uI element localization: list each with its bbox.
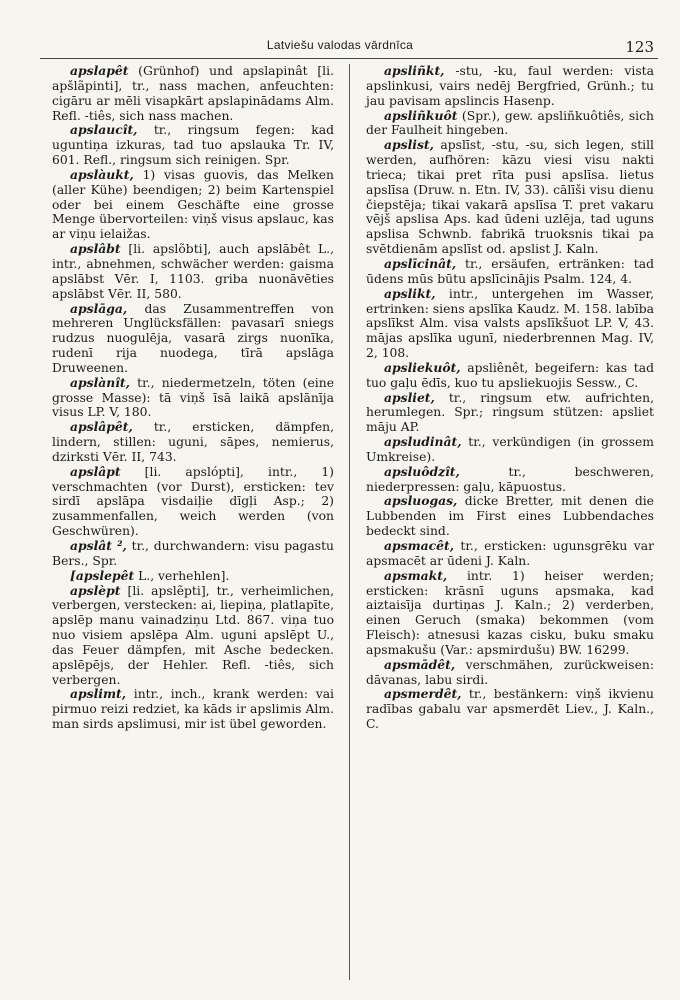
entry-text: dicke Bretter, mit denen die Lubbenden im First eines Lubbendaches bedeckt sind. bbox=[366, 494, 654, 539]
entry-headword: apsliekuôt, bbox=[384, 359, 461, 375]
dictionary-entry bbox=[366, 257, 654, 287]
entry-text: tr., ersticken, dämpfen, lindern, stillen: uguni, sāpes, nemierus, dzirksti Vēr. II, 743. bbox=[52, 420, 334, 464]
dictionary-entry bbox=[366, 287, 654, 361]
entry-headword: apslaucît, bbox=[70, 122, 138, 138]
entry-headword: apsliñkt, bbox=[384, 63, 445, 78]
entry-headword: apsmakt, bbox=[384, 567, 448, 583]
entry-headword: apsluogas, bbox=[384, 493, 458, 509]
dictionary-entry bbox=[52, 123, 334, 168]
dictionary-entry bbox=[366, 494, 654, 539]
dictionary-entry bbox=[52, 465, 334, 539]
page-header bbox=[0, 0, 680, 60]
entry-text: 1) visas guovis, das Melken (aller Kühe) beendigen; 2) beim Kartenspiel oder bei einem Geschäfte eine grosse Menge übervorteilen: viņš visus apslauc, kas ar viņu ielaižas. bbox=[52, 167, 334, 242]
dictionary-entry bbox=[52, 420, 334, 465]
entry-headword: apslâbt bbox=[70, 241, 121, 257]
dictionary-entry bbox=[366, 391, 654, 436]
entry-text: tr., ersäufen, ertränken: tad ūdens mūs būtu apslīcinājis Psalm. 124, 4. bbox=[366, 256, 654, 286]
dictionary-entry bbox=[52, 584, 334, 688]
entry-headword: apslīcinât, bbox=[384, 255, 457, 271]
entry-headword: apsmerdêt, bbox=[384, 686, 462, 702]
page-number: 123 bbox=[625, 38, 654, 56]
entry-text: tr., niedermetzeln, töten (eine grosse Masse): tā viņš īsā laikā apslānīja visus LP. V, 180. bbox=[52, 375, 334, 420]
entry-text: -stu, -ku, faul werden: vista apslinkusi, vairs nedēj Bergfried, Grünh.; tu jau pavisam apslincis Hasenp. bbox=[366, 64, 654, 108]
entry-headword: apslapêt bbox=[70, 63, 129, 78]
dictionary-entry bbox=[52, 242, 334, 301]
entry-text: [li. apslõbti], auch apslābêt L., intr., abnehmen, schwächer werden: gaisma apslābst Vēr. I, 1103. griba nuonāvēties apslābst Vēr. II, 580. bbox=[52, 242, 334, 301]
dictionary-entry bbox=[52, 376, 334, 421]
dictionary-entry bbox=[52, 569, 334, 584]
dictionary-entry bbox=[366, 435, 654, 465]
entry-text: tr., ringsum etw. aufrichten, herumlegen. Spr.; ringsum stützen: apsliet māju AP. bbox=[366, 390, 654, 435]
entry-text: tr., ersticken: ugunsgrēku var apsmacēt ar ūdeni J. Kaln. bbox=[366, 539, 654, 568]
entry-headword: apslāga, bbox=[70, 300, 128, 316]
entry-headword: apslànît, bbox=[70, 374, 130, 390]
entry-headword: apslàukt, bbox=[70, 166, 134, 182]
entry-headword: apsmacêt, bbox=[384, 538, 455, 553]
entry-headword: apsliñkuôt bbox=[384, 107, 458, 123]
entry-text: (Spr.), gew. apsliñkuôtiês, sich der Faulheit hingeben. bbox=[366, 108, 654, 138]
dictionary-entry bbox=[366, 569, 654, 658]
dictionary-entry bbox=[366, 64, 654, 109]
dictionary-entry bbox=[366, 658, 654, 688]
entry-text: apsliênêt, begeifern: kas tad tuo gaļu ēdīs, kuo tu apsliekuojis Sessw., C. bbox=[366, 360, 654, 390]
entry-headword: [apslepêt bbox=[70, 567, 135, 583]
entry-text: tr., beschweren, niederpressen: gaļu, kāpuostus. bbox=[366, 464, 654, 494]
dictionary-entry bbox=[366, 539, 654, 569]
entry-headword: apslâpêt, bbox=[70, 419, 133, 435]
entry-text: intr., inch., krank werden: vai pirmuo reizi redziet, ka kāds ir apslimis Alm. man sirds apslimusi, mir ist übel geworden. bbox=[52, 687, 334, 732]
entry-text: intr., untergehen im Wasser, ertrinken: siens apslīka Kaudz. M. 158. labība apslīkst Alm. visa valsts apslīkšuot LP. V, 43. mājas apslīka ugunī, niederbrennen Mag. IV, 2, 108. bbox=[366, 286, 654, 361]
entry-headword: apsliet, bbox=[384, 389, 435, 405]
running-title: Latviešu valodas vārdnīca bbox=[266, 38, 414, 52]
dictionary-entry bbox=[366, 687, 654, 732]
entry-text: tr., durchwandern: visu pagastu Bers., Spr. bbox=[52, 539, 334, 568]
entry-text: tr., verkündigen (in grossem Umkreise). bbox=[366, 435, 654, 464]
entry-text: das Zusammentreffen von mehreren Unglücksfällen: pavasarī sniegs rudzus nuogulēja, vasarā zirgs nuonīka, rudenī rija nuodega, tīrā apslāga Druweenen. bbox=[52, 301, 334, 375]
dictionary-entry bbox=[366, 465, 654, 495]
entry-text: [li. apslẽpti], tr., verheimlichen, verbergen, verstecken: ai, liepiņa, platlapīte, apslēp manu vainadziņu Ltd. 867. viņa tuo nuo visiem apslēpa Alm. uguni apslēpt U., das Feuer dämpfen, mit Asche bedecken. apslēpējs, der Hehler. Refl. -tiês, sich verbergen. bbox=[52, 583, 334, 687]
entry-headword: apslist, bbox=[384, 137, 434, 153]
dictionary-entry bbox=[366, 361, 654, 391]
entry-text: apslīst, -stu, -su, sich legen, still werden, aufhören: kāzu viesi visu nakti trieca; tikai pret rīta pusi apslīsa. lietus apslīsa (Druw. n. Etn. IV, 33). cālīši visu dienu čiepstēja; tikai vakarā apslīsa T. pret vakaru vējš apslisa Aps. kad ūdeni uzlēja, tad uguns apslisa Schwnb. fabrikā truoksnis tikai pa svētdienām apslīst od. apslist J. Kaln. bbox=[366, 138, 654, 257]
entry-headword: apslimt, bbox=[70, 686, 127, 702]
entry-text: L., verhehlen]. bbox=[134, 568, 230, 583]
entry-text: intr. 1) heiser werden; ersticken: krāsnī uguns apsmaka, kad aiztaisīja durtiņas J. Kaln.; 2) verderben, einen Geruch (smaka) bekommen (vom Fleisch): atnesusi kazas cisku, buku smaku apsmakušu (Var.: apsmirdušu) BW. 16299. bbox=[366, 568, 654, 657]
entry-text: (Grünhof) und apslapinât [li. apšlãpinti], tr., nass machen, anfeuchten: cigāru ar mēli visapkārt apslapinādams Alm. Refl. -tiês, sich nass machen. bbox=[52, 64, 334, 123]
entry-headword: apslèpt bbox=[70, 582, 121, 598]
entry-headword: apsmādêt, bbox=[384, 656, 456, 672]
entry-text: tr., bestänkern: viņš ikvienu radības gabalu var apsmerdēt Liev., J. Kaln., C. bbox=[366, 687, 654, 732]
entry-text: verschmähen, zurückweisen: dāvanas, labu sirdi. bbox=[366, 657, 654, 687]
header-rule bbox=[40, 58, 658, 59]
right-column bbox=[366, 64, 654, 982]
entry-text: [li. apslópti], intr., 1) verschmachten (vor Durst), ersticken: tev sirdī apslāpa visdaiļie dīgļi Asp.; 2) zusammenfallen, weich werden (von Geschwüren). bbox=[52, 464, 334, 539]
entry-headword: apsludinât, bbox=[384, 434, 462, 450]
dictionary-entry bbox=[52, 539, 334, 569]
dictionary-entry bbox=[52, 64, 334, 123]
left-column bbox=[52, 64, 334, 982]
dictionary-entry bbox=[366, 109, 654, 139]
dictionary-entry bbox=[366, 138, 654, 257]
column-divider bbox=[349, 64, 350, 980]
entry-headword: apsluôdzît, bbox=[384, 463, 460, 479]
entry-headword: apslikt, bbox=[384, 285, 436, 301]
dictionary-entry bbox=[52, 302, 334, 376]
entry-headword: apslât ², bbox=[70, 538, 127, 553]
dictionary-entry bbox=[52, 168, 334, 242]
dictionary-entry bbox=[52, 687, 334, 732]
entry-text: tr., ringsum fegen: kad uguntiņa izkuras, tad tuo apslauka Tr. IV, 601. Refl., ringsum sich reinigen. Spr. bbox=[52, 123, 334, 168]
entry-headword: apslâpt bbox=[70, 463, 121, 479]
